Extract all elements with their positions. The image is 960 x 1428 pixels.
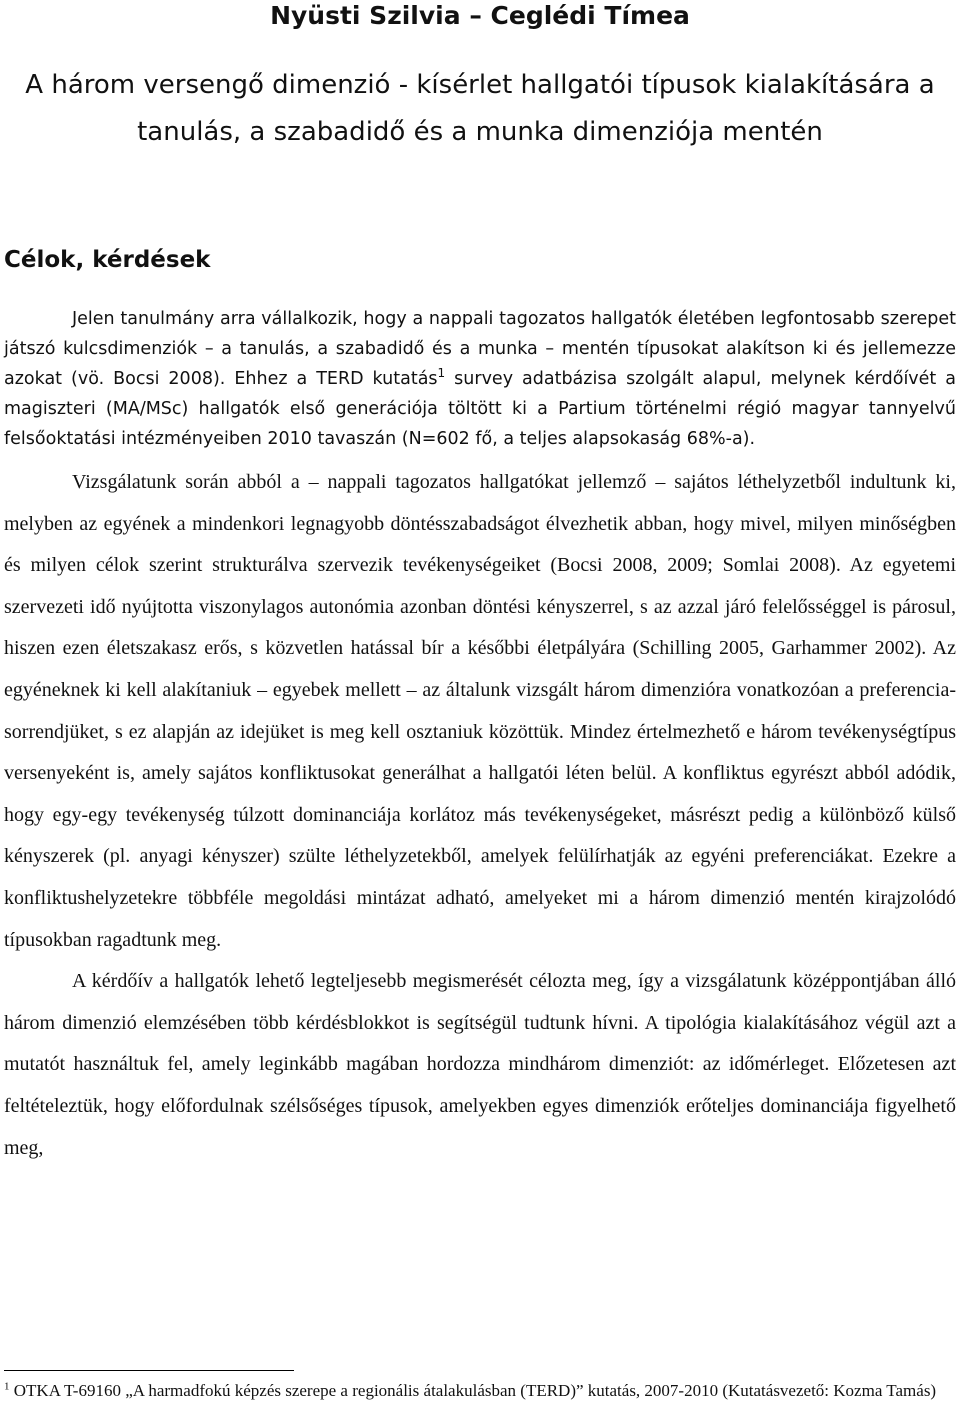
paragraph-questionnaire: A kérdőív a hallgatók lehető legteljesebb megismerését célozta meg, így a vizsgálatunk középpontjában álló három dimenzió elemzésében több kérdésblokkot is segítségül tudtunk hívni. A tipológia kialakításához végül azt a mutatót használtuk fel, amely leginkább magában hordozza mindhárom dimenziót: az időmérleget. Előzetesen azt feltételeztük, hogy előfordulnak szélsőséges típusok, amelyekben egyes dimenziók erőteljes dominanciája figyelhető meg, [4,970,956,1159]
footnote-reference[interactable]: 1 [437,366,446,381]
section-heading: Célok, kérdések [4,247,211,273]
article-body [4,304,956,1169]
footnote [4,1380,956,1402]
footnote-text: OTKA T-69160 „A harmadfokú képzés szerepe a regionális átalakulásban (TERD)” kutatás, 2007-2010 (Kutatásvezető: Kozma Tamás) [9,1381,937,1400]
paragraph-intro [4,304,956,454]
article-title: A három versengő dimenzió - kísérlet hallgatói típusok kialakítására a tanulás, a szabadidő és a munka dimenziója mentén [25,70,935,147]
paragraph-situation: Vizsgálatunk során abból a – nappali tagozatos hallgatókat jellemző – sajátos léthelyzetből indultunk ki, melyben az egyének a mindenkori legnagyobb döntésszabadságot élvezhetik abban, hogy mivel, milyen minőségben és milyen célok szerint strukturálva szervezik tevékenységeiket (Bocsi 2008, 2009; Somlai 2008). Az egyetemi szervezeti idő nyújtotta viszonylagos autonómia azonban döntési kényszerrel, s az azzal járó felelősséggel is párosul, hiszen ezen életszakasz erős, s közvetlen hatással bír a későbbi életpályára (Schilling 2005, Garhammer 2002). Az egyéneknek ki kell alakítaniuk – egyebek mellett – az általunk vizsgált három dimenzióra vonatkozóan a preferencia-sorrendjüket, s ez alapján az idejüket is meg kell osztaniuk közöttük. Mindez értelmezhető e három tevékenységtípus versenyeként is, amely sajátos konfliktusokat generálhat a hallgatói léten belül. A konfliktus egyrészt abból adódik, hogy egy-egy tevékenység túlzott dominanciája korlátoz más tevékenységeket, másrészt pedig a különböző külső kényszerek (pl. anyagi kényszer) szülte léthelyzetekből, amelyek felülírhatják az egyéni preferenciákat. Ezekre a konfliktushelyzetekre többféle megoldási mintázat adható, amelyeket mi a három dimenzió mentén kirajzolódó típusokban ragadtunk meg. [4,471,956,951]
paragraph-intro-continuation: survey adatbázisa szolgált alapul, melynek kérdőívét a magiszteri (MA/MSc) hallgatók első generációja töltött ki a Partium történelmi régió magyar tannyelvű felsőoktatási intézményeiben 2010 tavaszán (N=602 fő, a teljes alapsokaság 68%-a). [4,369,956,449]
footnote-separator [4,1370,294,1371]
authors: Nyüsti Szilvia – Ceglédi Tímea [270,1,690,30]
paragraph-intro-text: Jelen tanulmány arra vállalkozik, hogy a nappali tagozatos hallgatók életében legfontosabb szerepet játszó kulcsdimenziók – a tanulás, a szabadidő és a munka – mentén típusokat alakítson ki és jellemezze azokat (vö. Bocsi 2008). Ehhez a TERD kutatás [4,309,956,389]
footnote-number: 1 [4,1380,10,1393]
